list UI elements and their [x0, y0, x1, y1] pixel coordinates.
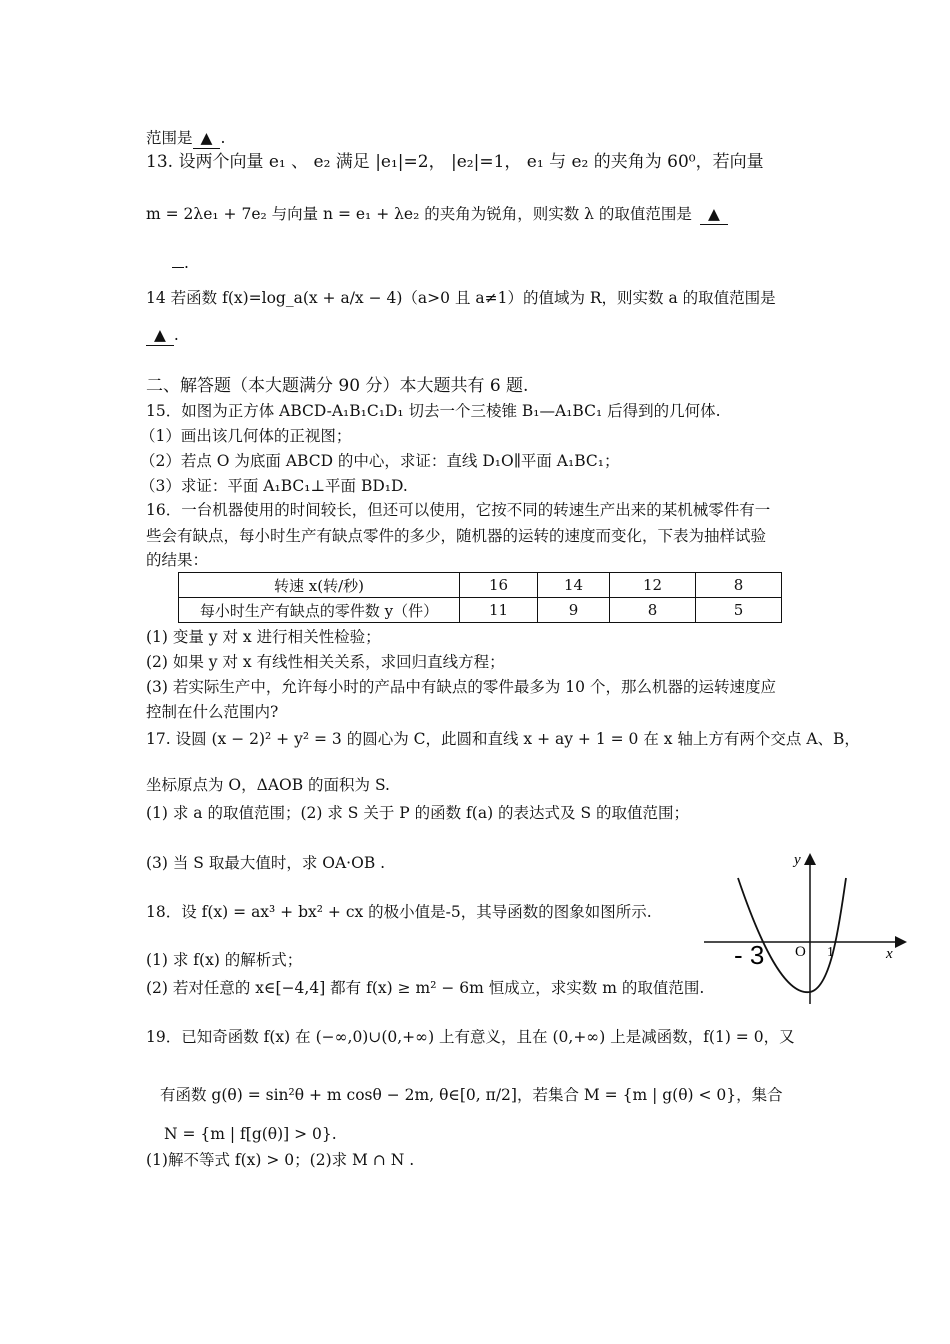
table-row [179, 573, 782, 598]
q16-line2: 些会有缺点，每小时生产有缺点零件的多少，随机器的运转的速度而变化，下表为抽样试验 [146, 527, 767, 545]
q14-line: 14 若函数 f(x)=log_a(x + a/x − 4)（a>0 且 a≠1）的值域为 R，则实数 a 的取值范围是 [146, 289, 776, 307]
answer-blank: ▲ [146, 325, 174, 346]
parabola-curve [738, 878, 846, 992]
section-heading: 二、解答题（本大题满分 90 分）本大题共有 6 题. [146, 376, 529, 396]
q13-line2: m = 2λe₁ + 7e₂ 与向量 n = e₁ + λe₂ 的夹角为锐角，则实数 λ 的取值范围是 ▲ [146, 204, 728, 225]
table-cell: 8 [610, 598, 696, 623]
q16-part3b: 控制在什么范围内? [146, 703, 279, 721]
x-axis-label: x [886, 946, 893, 962]
sample-table [178, 572, 782, 623]
q15-intro: 15．如图为正方体 ABCD-A₁B₁C₁D₁ 切去一个三棱锥 B₁—A₁BC₁ 后得到的几何体. [146, 402, 721, 420]
q19-line2: 有函数 g(θ) = sin²θ + m cosθ − 2m, θ∈[0, π/2]，若集合 M = {m | g(θ) < 0}，集合 [160, 1086, 783, 1104]
table-cell: 14 [538, 573, 610, 598]
row-label: 转速 x(转/秒) [179, 573, 460, 598]
q15-part1: （1）画出该几何体的正视图； [140, 427, 352, 445]
table-cell: 9 [538, 598, 610, 623]
q16-part2: (2) 如果 y 对 x 有线性相关关系，求回归直线方程； [146, 653, 505, 671]
q16-part1: (1) 变量 y 对 x 进行相关性检验； [146, 628, 381, 646]
q17-line2: 坐标原点为 O，ΔAOB 的面积为 S. [146, 776, 390, 794]
answer-blank: ▲ [193, 128, 221, 149]
table-cell: 11 [460, 598, 538, 623]
tick-label-right: 1 [827, 945, 834, 960]
q18-part1: (1) 求 f(x) 的解析式； [146, 951, 303, 969]
q19-line3: N = {m | f[g(θ)] > 0}. [164, 1125, 337, 1143]
q16-line1: 16．一台机器使用的时间较长，但还可以使用，它按不同的转速生产出来的某机械零件有一 [146, 501, 771, 519]
q15-part3: （3）求证：平面 A₁BC₁⊥平面 BD₁D. [140, 477, 408, 495]
q17-line1: 17. 设圆 (x − 2)² + y² = 3 的圆心为 C，此圆和直线 x + ay + 1 = 0 在 x 轴上方有两个交点 A、B， [146, 730, 860, 748]
origin-label: O [795, 944, 806, 960]
table-cell: 8 [696, 573, 782, 598]
q16-line3: 的结果： [146, 551, 209, 569]
y-axis-label: y [794, 852, 801, 868]
tick-label-left: - 3 [734, 940, 765, 970]
q13-line1: 13. 设两个向量 e₁ 、 e₂ 满足 |e₁|=2， |e₂|=1， e₁ 与 e₂ 的夹角为 60⁰，若向量 [146, 152, 764, 172]
q14-line2: ▲ . [146, 325, 179, 346]
q12-tail: 范围是 ▲ . [146, 129, 226, 147]
q17-parts12: (1) 求 a 的取值范围；(2) 求 S 关于 P 的函数 f(a) 的表达式及 S 的取值范围； [146, 804, 690, 822]
row-label: 每小时生产有缺点的零件数 y（件） [179, 598, 460, 623]
table-row [179, 598, 782, 623]
derivative-graph [700, 848, 910, 1008]
q18-part2: (2) 若对任意的 x∈[−4,4] 都有 f(x) ≥ m² − 6m 恒成立，求实数 m 的取值范围. [146, 979, 705, 997]
q15-part2: （2）若点 O 为底面 ABCD 的中心，求证：直线 D₁O∥平面 A₁BC₁； [140, 452, 620, 470]
q19-line1: 19．已知奇函数 f(x) 在 (−∞,0)∪(0,+∞) 上有意义，且在 (0,+∞) 上是减函数，f(1) = 0，又 [146, 1028, 795, 1046]
answer-blank: ▲ [700, 204, 728, 225]
table-cell: 12 [610, 573, 696, 598]
q17-part3: (3) 当 S 取最大值时，求 OA·OB . [146, 854, 386, 872]
q13-line3: . [172, 253, 189, 273]
table-cell: 16 [460, 573, 538, 598]
q18-line1: 18．设 f(x) = ax³ + bx² + cx 的极小值是-5，其导函数的图象如图所示. [146, 903, 652, 921]
table-cell: 5 [696, 598, 782, 623]
q16-part3a: (3) 若实际生产中，允许每小时的产品中有缺点的零件最多为 10 个，那么机器的运转速度应 [146, 678, 776, 696]
q19-line4: (1)解不等式 f(x) > 0；(2)求 M ∩ N . [146, 1151, 415, 1169]
